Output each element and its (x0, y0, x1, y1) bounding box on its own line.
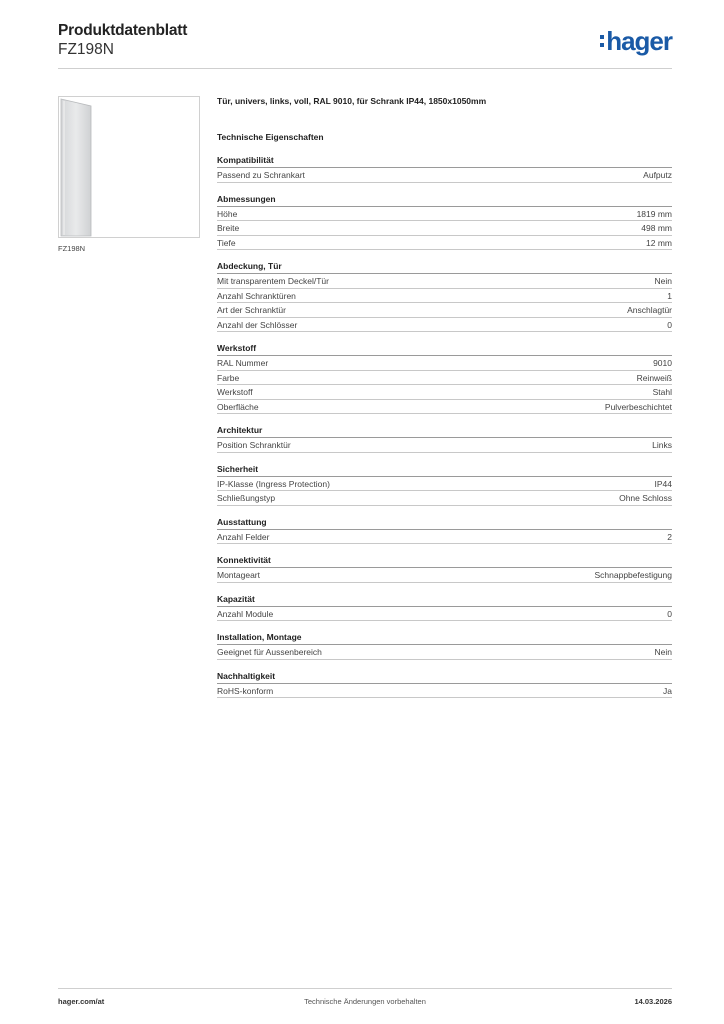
product-description: Tür, univers, links, voll, RAL 9010, für Schrank IP44, 1850x1050mm (217, 96, 487, 106)
spec-label: Höhe (217, 208, 238, 219)
footer-date: 14.03.2026 (634, 997, 672, 1006)
spec-section (217, 670, 672, 699)
spec-value: Nein (654, 276, 672, 286)
spec-sections (217, 154, 672, 698)
section-title: Nachhaltigkeit (217, 670, 672, 684)
section-title: Konnektivität (217, 554, 672, 568)
spec-label: Montageart (217, 570, 260, 580)
section-title: Werkstoff (217, 342, 672, 356)
spec-row (217, 400, 672, 415)
spec-label: Werkstoff (217, 387, 253, 397)
spec-section (217, 154, 672, 183)
spec-row (217, 289, 672, 304)
spec-section (217, 593, 672, 622)
spec-row (217, 356, 672, 371)
spec-label: Tiefe (217, 237, 236, 248)
spec-value: Aufputz (643, 170, 672, 180)
spec-row (217, 221, 672, 236)
hager-logo (600, 27, 672, 55)
spec-label: Anzahl Schranktüren (217, 290, 296, 301)
spec-label: Art der Schranktür (217, 305, 286, 315)
spec-value: Anschlagtür (627, 305, 672, 315)
spec-row (217, 530, 672, 545)
spec-row (217, 568, 672, 583)
section-title: Kapazität (217, 593, 672, 607)
spec-row (217, 236, 672, 251)
page-header (58, 21, 187, 59)
spec-row (217, 491, 672, 506)
spec-value: Stahl (652, 387, 672, 397)
spec-section (217, 631, 672, 660)
section-title: Abdeckung, Tür (217, 260, 672, 274)
spec-value: 2 (667, 531, 672, 542)
spec-row (217, 168, 672, 183)
spec-label: Anzahl der Schlösser (217, 319, 298, 330)
spec-row (217, 684, 672, 699)
header-divider (58, 68, 672, 69)
spec-value: 1 (667, 290, 672, 301)
spec-label: RoHS-konform (217, 685, 274, 696)
logo-text: hager (606, 26, 672, 56)
spec-label: Farbe (217, 372, 240, 383)
spec-row (217, 438, 672, 453)
spec-value: Pulverbeschichtet (604, 401, 672, 412)
product-code: FZ198N (58, 41, 114, 58)
spec-label: Anzahl Module (217, 608, 274, 619)
spec-section (217, 424, 672, 453)
spec-value: IP44 (654, 478, 672, 489)
tech-heading: Technische Eigenschaften (217, 132, 324, 142)
spec-value: 0 (667, 319, 672, 330)
spec-label: Oberfläche (217, 401, 259, 412)
spec-value: 12 mm (646, 237, 672, 248)
door-panel-illustration (59, 97, 199, 237)
spec-value: Nein (654, 647, 672, 657)
section-title: Abmessungen (217, 193, 672, 207)
spec-label: RAL Nummer (217, 358, 269, 368)
spec-value: Ja (663, 685, 672, 696)
spec-row (217, 318, 672, 333)
spec-value: 498 mm (641, 223, 672, 233)
spec-content (217, 94, 672, 698)
section-title: Installation, Montage (217, 631, 672, 645)
spec-label: Schließungstyp (217, 493, 276, 503)
page-footer (58, 997, 672, 1009)
spec-section (217, 554, 672, 583)
footer-divider (58, 988, 672, 989)
spec-row (217, 207, 672, 222)
section-title: Kompatibilität (217, 154, 672, 168)
spec-label: Geeignet für Aussenbereich (217, 647, 322, 657)
footer-website: hager.com/at (58, 997, 105, 1006)
spec-row (217, 607, 672, 622)
spec-label: Passend zu Schrankart (217, 170, 305, 180)
spec-row (217, 274, 672, 289)
spec-value: Ohne Schloss (619, 493, 672, 503)
spec-label: Mit transparentem Deckel/Tür (217, 276, 329, 286)
spec-value: 1819 mm (636, 208, 672, 219)
spec-section (217, 260, 672, 332)
spec-value: Schnappbefestigung (594, 570, 672, 580)
section-title: Sicherheit (217, 463, 672, 477)
spec-label: Anzahl Felder (217, 531, 270, 542)
spec-value: 0 (667, 608, 672, 619)
logo-colon-icon (600, 27, 604, 55)
image-caption: FZ198N (58, 244, 86, 253)
spec-section (217, 342, 672, 414)
spec-label: IP-Klasse (Ingress Protection) (217, 478, 330, 489)
spec-row (217, 645, 672, 660)
spec-value: Links (652, 440, 672, 450)
product-image (58, 96, 200, 238)
spec-section (217, 516, 672, 545)
spec-value: 9010 (653, 358, 672, 368)
spec-label: Breite (217, 223, 240, 233)
spec-row (217, 477, 672, 492)
section-title: Ausstattung (217, 516, 672, 530)
section-title: Architektur (217, 424, 672, 438)
spec-section (217, 463, 672, 506)
spec-row (217, 385, 672, 400)
spec-row (217, 303, 672, 318)
spec-row (217, 371, 672, 386)
spec-value: Reinweiß (636, 372, 672, 383)
footer-notice: Technische Änderungen vorbehalten (304, 997, 426, 1006)
spec-label: Position Schranktür (217, 440, 291, 450)
spec-section (217, 193, 672, 251)
page-title: Produktdatenblatt (58, 22, 188, 39)
